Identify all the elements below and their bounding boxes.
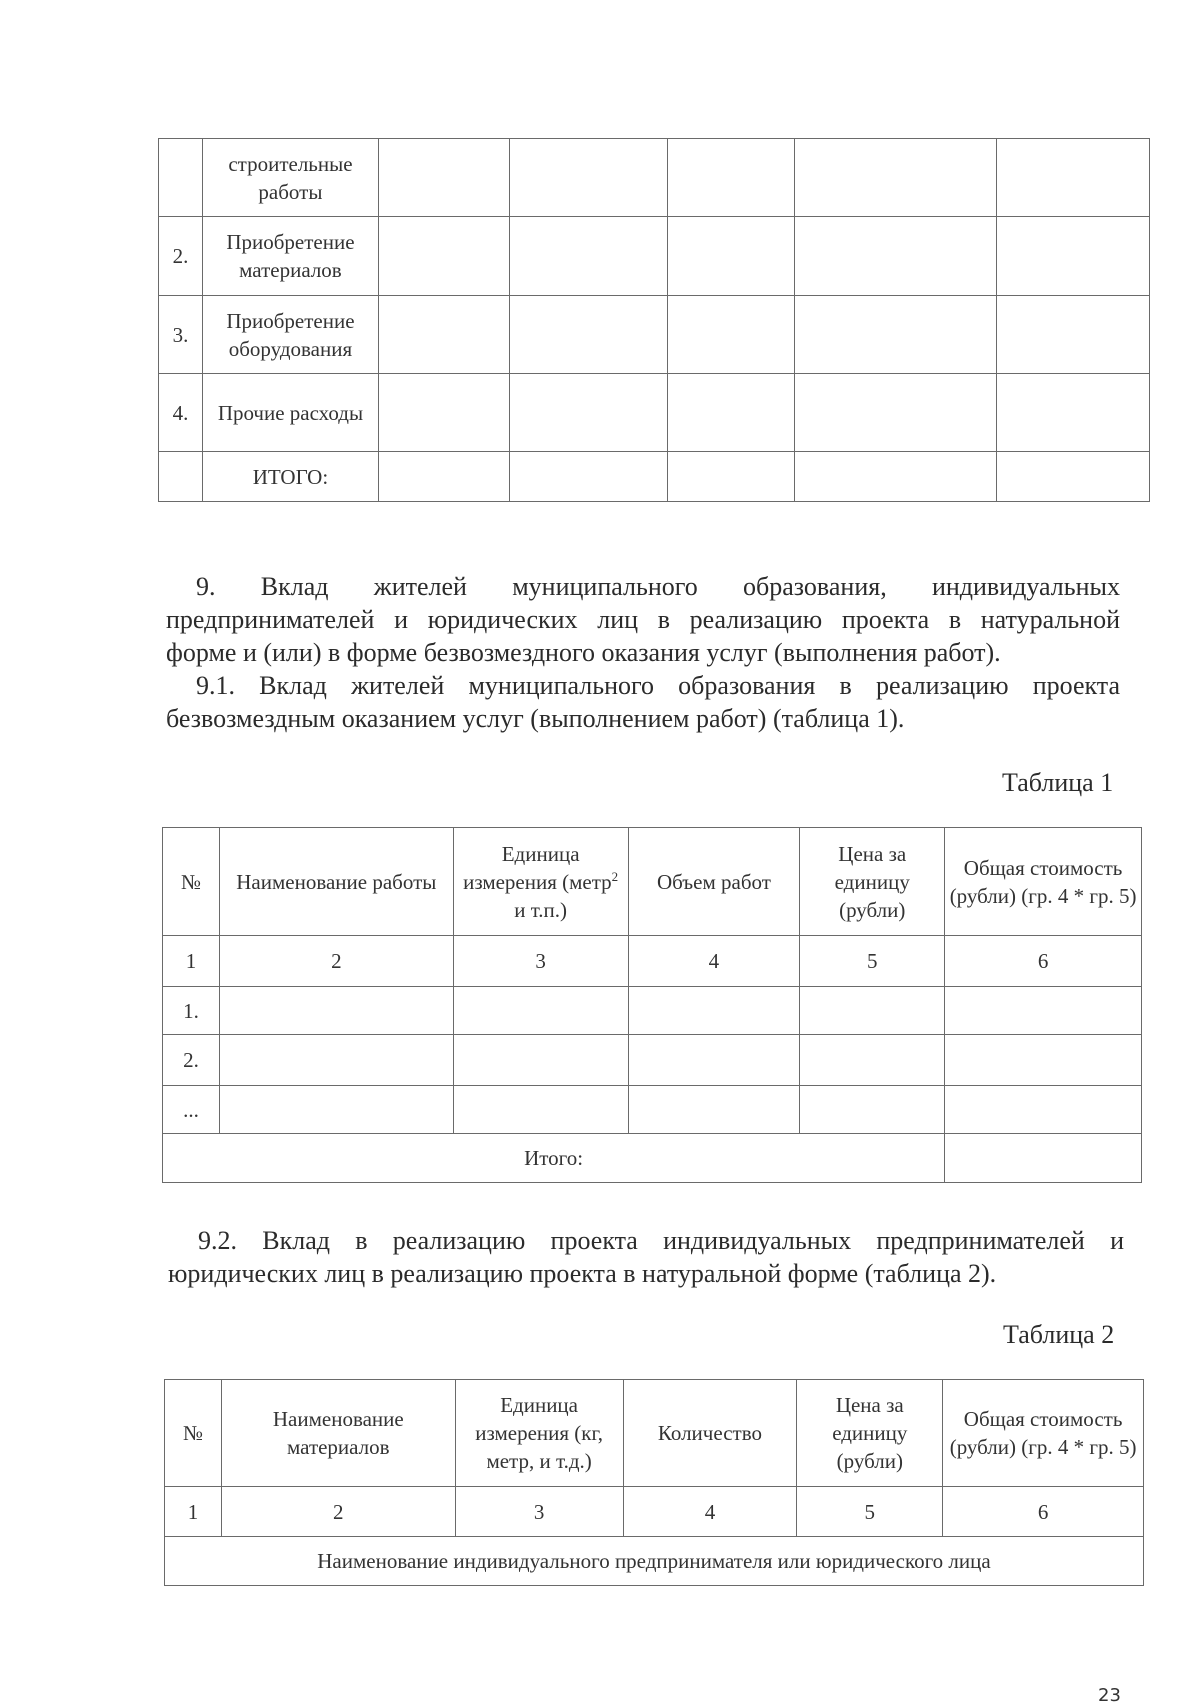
column-number-row: 1 2 3 4 5 6 xyxy=(163,936,1142,987)
column-number-row: 1 2 3 4 5 6 xyxy=(165,1487,1144,1537)
section-9-1-body: безвозмездным оказанием услуг (выполнением работ) (таблица 1). xyxy=(166,704,905,733)
expenses-table xyxy=(158,138,1150,502)
entity-row xyxy=(165,1537,1144,1586)
row-name: Приобретение оборудования xyxy=(202,296,378,374)
total-label: Итого: xyxy=(163,1134,945,1183)
header-total: Общая стоимость (рубли) (гр. 4 * гр. 5) xyxy=(945,828,1142,936)
table-row: 2. xyxy=(163,1035,1142,1086)
table-2 xyxy=(164,1379,1144,1586)
row-name: Приобретение материалов xyxy=(202,217,378,296)
section-9-heading: 9. Вклад жителей муниципального образования, индивидуальных xyxy=(196,572,1120,601)
row-name: Прочие расходы xyxy=(202,374,378,452)
table-row xyxy=(159,374,1150,452)
header-no: № xyxy=(165,1380,222,1487)
row-number xyxy=(159,139,203,217)
table-header-row xyxy=(165,1380,1144,1487)
header-price: Цена за единицу (рубли) xyxy=(797,1380,943,1487)
header-price: Цена за единицу (рубли) xyxy=(800,828,945,936)
row-number xyxy=(159,452,203,502)
table-row xyxy=(159,217,1150,296)
section-9-2-body: юридических лиц в реализацию проекта в натуральной форме (таблица 2). xyxy=(168,1259,997,1288)
section-9-2-heading: 9.2. Вклад в реализацию проекта индивидуальных предпринимателей и xyxy=(198,1226,1124,1255)
table-1 xyxy=(162,827,1142,1183)
row-number: 4. xyxy=(159,374,203,452)
table-total-row xyxy=(163,1134,1142,1183)
row-number: 3. xyxy=(159,296,203,374)
table-total-row xyxy=(159,452,1150,502)
header-unit: Единица измерения (метр$^2$ и т.п.) xyxy=(453,828,628,936)
total-label: ИТОГО: xyxy=(202,452,378,502)
header-unit: Единица измерения (кг, метр, и т.д.) xyxy=(455,1380,623,1487)
header-no: № xyxy=(163,828,220,936)
header-volume: Объем работ xyxy=(628,828,800,936)
table-1-caption: Таблица 1 xyxy=(1002,768,1114,797)
table-row: 1. xyxy=(163,987,1142,1035)
header-total: Общая стоимость (рубли) (гр. 4 * гр. 5) xyxy=(943,1380,1144,1487)
row-name: строительные работы xyxy=(202,139,378,217)
page-number: 23 xyxy=(1098,1685,1121,1706)
row-number: 2. xyxy=(159,217,203,296)
table-row: ... xyxy=(163,1086,1142,1134)
header-qty: Количество xyxy=(623,1380,797,1487)
header-name: Наименование работы xyxy=(219,828,453,936)
header-name: Наименование материалов xyxy=(221,1380,455,1487)
table-row xyxy=(159,296,1150,374)
section-9-body: предпринимателей и юридических лиц в реализацию проекта в натуральной форме и (или) в форме безвозмездного оказания услуг (выполнения работ). xyxy=(166,605,1120,667)
table-header-row xyxy=(163,828,1142,936)
table-row xyxy=(159,139,1150,217)
table-2-caption: Таблица 2 xyxy=(1003,1320,1115,1349)
section-9-1-heading: 9.1. Вклад жителей муниципального образования в реализацию проекта xyxy=(196,671,1120,700)
entity-label: Наименование индивидуального предпринимателя или юридического лица xyxy=(165,1537,1144,1586)
